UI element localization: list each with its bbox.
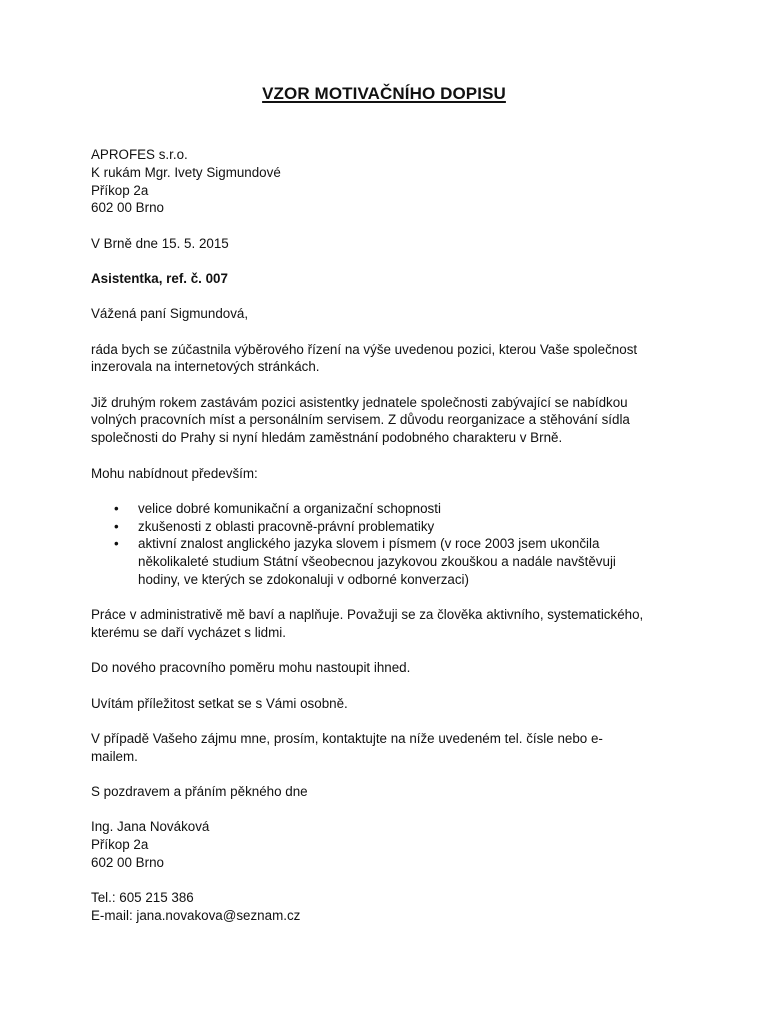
experience-paragraph [91,394,671,447]
meeting-sentence: Uvítám příležitost setkat se s Vámi osobně. [91,695,348,711]
offer-item-text: aktivní znalost anglického jazyka slovem i písmem (v roce 2003 jsem ukončila [138,536,600,552]
offer-list [91,500,671,589]
sender-email: E-mail: jana.novakova@seznam.cz [91,908,301,924]
sender-name: Ing. Jana Nováková [91,819,210,835]
sender-phone: Tel.: 605 215 386 [91,890,194,906]
regards-line: S pozdravem a přáním pěkného dne [91,784,308,800]
date-line: V Brně dne 15. 5. 2015 [91,235,229,251]
intro-line: inzerovala na internetových stránkách. [91,359,320,375]
offer-list-item [91,518,671,536]
offer-intro: Mohu nabídnout především: [91,465,258,481]
offer-list-item [91,535,671,588]
offer-item-text: zkušenosti z oblasti pracovně-právní problematiky [138,518,435,534]
sender-city: 602 00 Brno [91,855,164,871]
document-title [0,84,768,104]
document-title-text: VZOR MOTIVAČNÍHO DOPISU [262,84,506,103]
offer-list-item [91,500,671,518]
work-line: Práce v administrativě mě baví a naplňuje. Považuji se za člověka aktivního, systematického, [91,607,644,623]
letter-body [91,146,671,925]
contact-line: mailem. [91,748,138,764]
recipient-company: APROFES s.r.o. [91,147,188,162]
intro-paragraph [91,341,671,377]
sender-street: Příkop 2a [91,837,149,853]
experience-line: volných pracovních míst a personálním servisem. Z důvodu reorganizace a stěhování sídla [91,412,630,428]
offer-item-text: několikaleté studium Státní všeobecnou jazykovou zkouškou a nadále navštěvuji [138,554,616,570]
sender-contact [91,889,671,925]
start-availability: Do nového pracovního poměru mohu nastoupit ihned. [91,660,411,676]
recipient-address [91,146,671,217]
work-line: kterému se daří vycházet s lidmi. [91,625,286,641]
offer-item-text: hodiny, ve kterých se zdokonaluji v odborné konverzaci) [138,572,469,588]
bullet-icon: • [114,518,119,534]
recipient-attention: K rukám Mgr. Ivety Sigmundové [91,164,281,180]
subject-line: Asistentka, ref. č. 007 [91,270,228,286]
bullet-icon: • [114,500,119,516]
experience-line: Již druhým rokem zastávám pozici asistentky jednatele společnosti zabývající se nabídkou [91,394,628,410]
bullet-icon: • [114,536,119,552]
contact-paragraph [91,730,671,766]
recipient-city: 602 00 Brno [91,200,164,216]
offer-item-text: velice dobré komunikační a organizační schopnosti [138,500,441,516]
intro-line: ráda bych se zúčastnila výběrového řízení na výše uvedenou pozici, kterou Vaše společnost [91,341,638,357]
recipient-street: Příkop 2a [91,182,149,198]
work-paragraph [91,606,671,642]
contact-line: V případě Vašeho zájmu mne, prosím, kontaktujte na níže uvedeném tel. čísle nebo e- [91,731,603,747]
sender-address [91,818,671,871]
experience-line: společnosti do Prahy si nyní hledám zaměstnání podobného charakteru v Brně. [91,430,563,446]
salutation: Vážená paní Sigmundová, [91,306,249,322]
